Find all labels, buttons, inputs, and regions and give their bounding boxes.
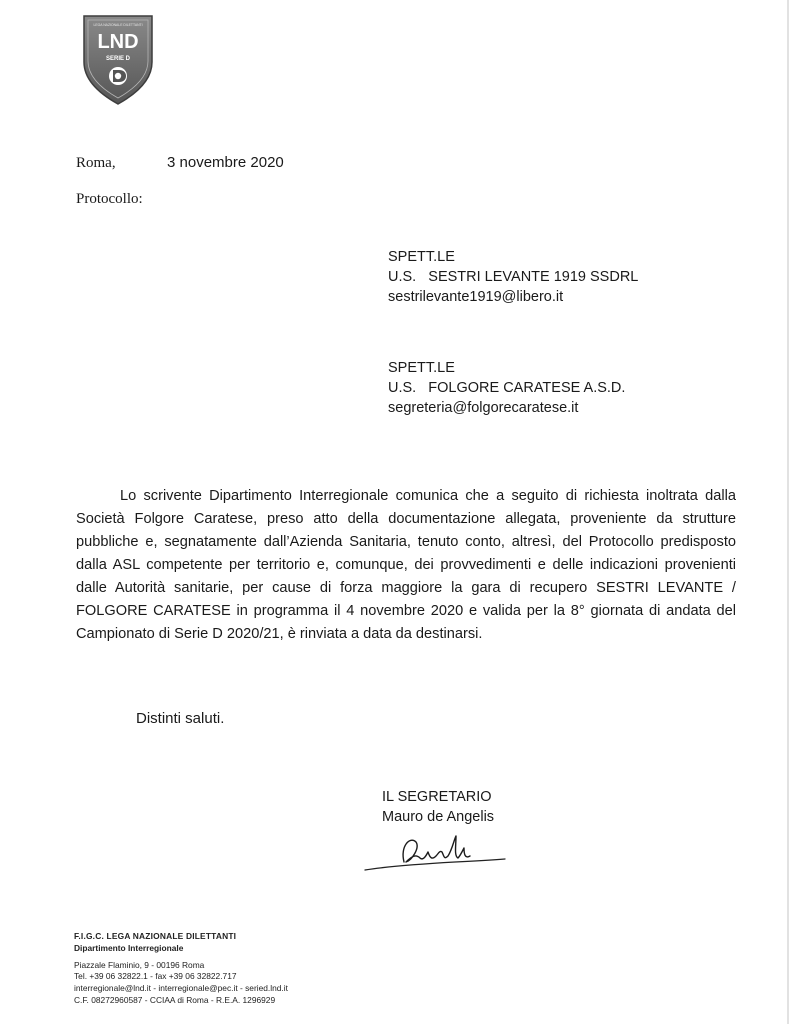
logo-acronym: LND [97,31,139,53]
footer-registry: C.F. 08272960587 - CCIAA di Roma - R.E.A. 1296929 [74,994,276,1005]
footer-phone: Tel. +39 06 32822.1 - fax +39 06 32822.717 [74,971,237,982]
recipient-folgore-caratese [388,358,625,418]
handwritten-signature-icon [360,826,510,876]
recipient-name: U.S. SESTRI LEVANTE 1919 SSDRL [388,269,639,285]
letter-body [76,485,736,646]
closing-salutation: Distinti saluti. [136,710,225,727]
logo-tagline: LEGA NAZIONALE DILETTANTI [93,23,143,27]
signatory-name: Mauro de Angelis [382,809,495,825]
recipient-email: sestrilevante1919@libero.it [388,289,564,305]
recipient-salutation: SPETT.LE [388,249,455,265]
protocol-label: Protocollo: [76,191,143,207]
lnd-shield-logo [80,14,156,106]
footer-address: Piazzale Flaminio, 9 - 00196 Roma [74,959,205,970]
footer-emails: interregionale@lnd.it - interregionale@pec.it - seried.lnd.it [74,983,288,994]
recipient-email: segreteria@folgorecaratese.it [388,400,579,416]
recipient-name: U.S. FOLGORE CARATESE A.S.D. [388,380,626,396]
footer-org: F.I.G.C. LEGA NAZIONALE DILETTANTI [74,931,237,941]
body-paragraph: Lo scrivente Dipartimento Interregionale comunica che a seguito di richiesta inoltrata dalla Società Folgore Caratese, preso atto della documentazione allegata, proveniente da strutture pubbliche e, segnatamente dall’Azienda Sanitaria, tenuto conto, altresì, del Protocollo predisposto dalla ASL competente per territorio e, comunque, dei provvedimenti e delle indicazioni provenienti dalle Autorità sanitarie, per cause di forza maggiore la gara di recupero SESTRI LEVANTE / FOLGORE CARATESE in programma il 4 novembre 2020 e valida per la 8° giornata di andata del Campionato di Serie D 2020/21, è rinviata a data da destinarsi. [76,488,736,642]
footer-dept: Dipartimento Interregionale [74,942,184,953]
recipient-salutation: SPETT.LE [388,360,455,376]
letterhead-footer [74,931,288,1007]
signatory-title: IL SEGRETARIO [382,789,492,805]
letter-place: Roma, [76,155,116,171]
logo-league: SERIE D [105,56,131,62]
recipient-sestri-levante [388,247,638,307]
signature-block [382,787,494,827]
letter-date: 3 novembre 2020 [167,154,284,171]
